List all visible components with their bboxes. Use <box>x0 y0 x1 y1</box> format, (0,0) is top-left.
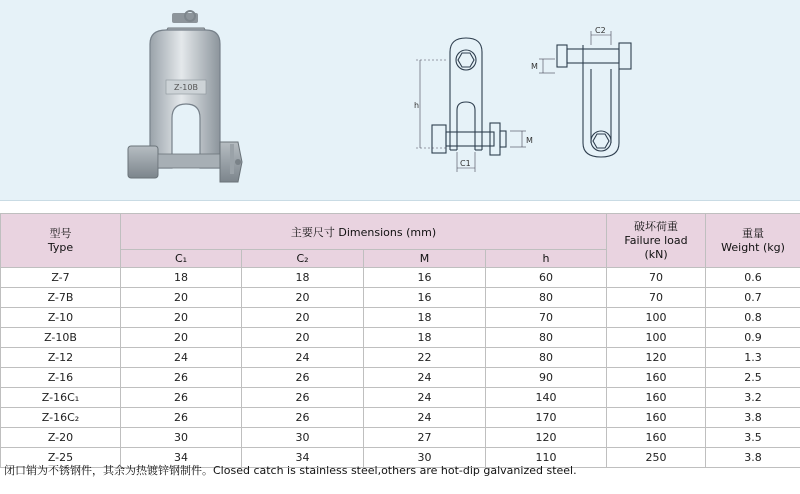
cell-type: Z-25 <box>1 448 121 468</box>
cell-h: 170 <box>486 408 607 428</box>
cell-c1: 30 <box>121 428 242 448</box>
cell-load: 120 <box>607 348 706 368</box>
footnote: 闭口销为不锈钢件，其余为热镀锌钢制件。Closed catch is stainless steel,others are hot-dip galvanized steel. <box>4 464 577 477</box>
product-illustration-panel <box>0 0 800 201</box>
cell-c2: 20 <box>242 308 364 328</box>
header-weight-cn: 重量 <box>742 226 765 240</box>
cell-type: Z-12 <box>1 348 121 368</box>
cell-h: 80 <box>486 288 607 308</box>
cell-h: 120 <box>486 428 607 448</box>
product-photo <box>120 8 250 194</box>
header-h: h <box>486 250 607 268</box>
cell-m: 24 <box>364 368 486 388</box>
cell-m: 24 <box>364 408 486 428</box>
cell-weight: 2.5 <box>706 368 800 388</box>
spec-table <box>0 213 800 468</box>
header-dimensions: 主要尺寸 Dimensions (mm) <box>121 214 607 250</box>
cell-m: 24 <box>364 388 486 408</box>
cell-h: 70 <box>486 308 607 328</box>
cell-weight: 3.8 <box>706 448 800 468</box>
cell-load: 70 <box>607 288 706 308</box>
cell-weight: 1.3 <box>706 348 800 368</box>
table-row <box>1 288 800 308</box>
cell-c1: 26 <box>121 388 242 408</box>
cell-m: 18 <box>364 328 486 348</box>
cell-c1: 18 <box>121 268 242 288</box>
cell-type: Z-7B <box>1 288 121 308</box>
cell-c1: 24 <box>121 348 242 368</box>
cell-c2: 20 <box>242 328 364 348</box>
cell-load: 100 <box>607 308 706 328</box>
cell-m: 18 <box>364 308 486 328</box>
table-row <box>1 268 800 288</box>
header-weight-en: Weight (kg) <box>721 240 785 254</box>
header-type-en: Type <box>47 240 74 254</box>
cell-c2: 18 <box>242 268 364 288</box>
cell-c1: 20 <box>121 308 242 328</box>
cell-type: Z-16 <box>1 368 121 388</box>
header-m: M <box>364 250 486 268</box>
cell-type: Z-16C₁ <box>1 388 121 408</box>
cell-h: 80 <box>486 348 607 368</box>
cell-load: 160 <box>607 428 706 448</box>
cell-c2: 24 <box>242 348 364 368</box>
cell-c1: 20 <box>121 288 242 308</box>
cell-weight: 3.5 <box>706 428 800 448</box>
header-load-cn: 破坏荷重 <box>634 219 679 233</box>
table-row <box>1 348 800 368</box>
cell-m: 16 <box>364 288 486 308</box>
cell-c1: 26 <box>121 368 242 388</box>
cell-load: 70 <box>607 268 706 288</box>
dim-label-m-side: M <box>531 62 538 71</box>
cell-c2: 26 <box>242 368 364 388</box>
cell-load: 160 <box>607 368 706 388</box>
cell-m: 27 <box>364 428 486 448</box>
cell-load: 160 <box>607 408 706 428</box>
cell-h: 60 <box>486 268 607 288</box>
cell-m: 16 <box>364 268 486 288</box>
cell-type: Z-10 <box>1 308 121 328</box>
header-type <box>1 214 121 268</box>
cell-h: 140 <box>486 388 607 408</box>
photo-marking-text: Z-10B <box>174 83 198 92</box>
table-row <box>1 408 800 428</box>
cell-weight: 0.9 <box>706 328 800 348</box>
cell-weight: 0.6 <box>706 268 800 288</box>
cell-c2: 26 <box>242 388 364 408</box>
cell-c2: 20 <box>242 288 364 308</box>
cell-type: Z-16C₂ <box>1 408 121 428</box>
cell-load: 160 <box>607 388 706 408</box>
table-row <box>1 388 800 408</box>
dim-label-m-front: M <box>526 136 533 145</box>
cell-c2: 30 <box>242 428 364 448</box>
dim-label-h: h <box>414 101 420 110</box>
header-failure-load <box>607 214 706 268</box>
cell-c2: 34 <box>242 448 364 468</box>
cell-load: 100 <box>607 328 706 348</box>
cell-type: Z-20 <box>1 428 121 448</box>
table-row <box>1 328 800 348</box>
cell-weight: 3.2 <box>706 388 800 408</box>
header-c2: C₂ <box>242 250 364 268</box>
cell-c1: 34 <box>121 448 242 468</box>
header-load-en: Failure load <box>624 233 688 247</box>
cell-c1: 20 <box>121 328 242 348</box>
dim-label-c2: C2 <box>595 26 606 35</box>
side-view-drawing <box>525 25 645 175</box>
cell-weight: 0.7 <box>706 288 800 308</box>
header-weight <box>706 214 800 268</box>
dim-label-c1: C1 <box>460 159 471 168</box>
cell-h: 90 <box>486 368 607 388</box>
table-row <box>1 308 800 328</box>
cell-type: Z-10B <box>1 328 121 348</box>
cell-m: 22 <box>364 348 486 368</box>
header-type-cn: 型号 <box>49 226 72 240</box>
table-row <box>1 428 800 448</box>
cell-h: 110 <box>486 448 607 468</box>
table-row <box>1 368 800 388</box>
cell-c2: 26 <box>242 408 364 428</box>
header-load-unit: (kN) <box>644 247 668 261</box>
cell-c1: 26 <box>121 408 242 428</box>
cell-weight: 3.8 <box>706 408 800 428</box>
header-c1: C₁ <box>121 250 242 268</box>
cell-load: 250 <box>607 448 706 468</box>
cell-weight: 0.8 <box>706 308 800 328</box>
cell-m: 30 <box>364 448 486 468</box>
cell-type: Z-7 <box>1 268 121 288</box>
cell-h: 80 <box>486 328 607 348</box>
